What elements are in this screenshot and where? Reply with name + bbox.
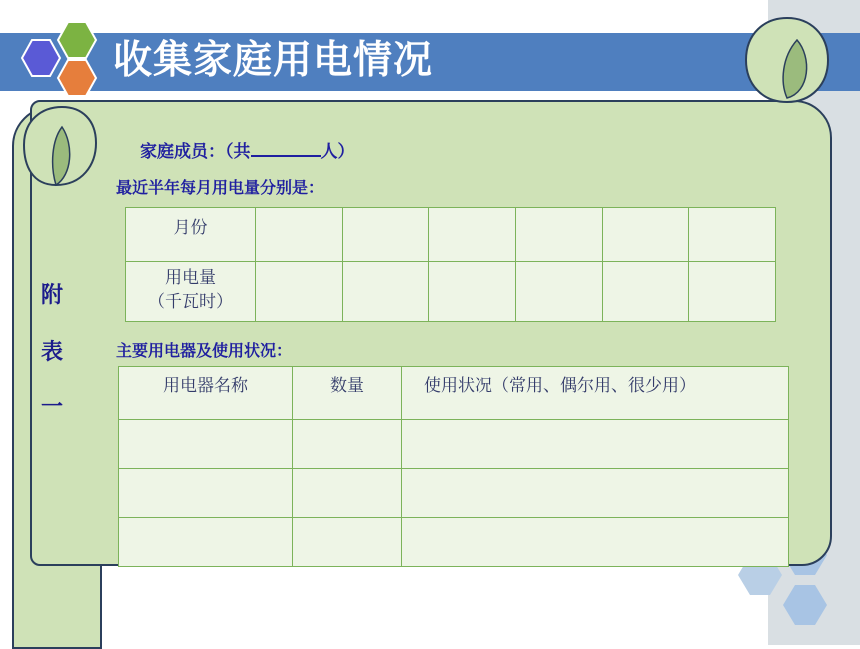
table-cell[interactable] xyxy=(689,262,776,322)
page-title: 收集家庭用电情况 xyxy=(113,38,434,83)
table-header-cell: 使用状况（常用、偶尔用、很少用） xyxy=(402,367,789,420)
table-cell[interactable] xyxy=(602,208,689,262)
appliance-heading: 主要用电器及使用状况： xyxy=(116,341,293,360)
table-cell[interactable] xyxy=(342,262,429,322)
table-header-cell: 数量 xyxy=(293,367,402,420)
usage-label-line1: 用电量 xyxy=(165,268,216,288)
table-cell[interactable] xyxy=(342,208,429,262)
side-label-char: 表 xyxy=(40,340,63,365)
table-cell[interactable] xyxy=(515,262,602,322)
family-count-blank[interactable] xyxy=(251,141,321,157)
side-label-char: 一 xyxy=(40,395,63,420)
table-cell-label xyxy=(126,262,256,322)
table-cell[interactable] xyxy=(119,518,293,567)
table-row xyxy=(119,469,789,518)
table-cell-label: 月份 xyxy=(126,208,256,262)
table-cell[interactable] xyxy=(293,420,402,469)
family-members-suffix: 人） xyxy=(320,142,355,162)
table-header-cell: 用电器名称 xyxy=(119,367,293,420)
table-cell[interactable] xyxy=(402,518,789,567)
table-cell[interactable] xyxy=(293,518,402,567)
table-cell[interactable] xyxy=(602,262,689,322)
table-cell[interactable] xyxy=(515,208,602,262)
table-row xyxy=(119,518,789,567)
table-cell[interactable] xyxy=(402,469,789,518)
usage-label-line2: （千瓦时） xyxy=(148,292,233,312)
table-cell[interactable] xyxy=(429,208,516,262)
table-cell[interactable] xyxy=(256,262,343,322)
table-cell[interactable] xyxy=(689,208,776,262)
hexagon-logo-icon xyxy=(10,18,105,100)
monthly-usage-table xyxy=(125,207,776,322)
table-cell[interactable] xyxy=(293,469,402,518)
table-cell[interactable] xyxy=(119,420,293,469)
side-label-char: 附 xyxy=(40,283,63,308)
appliance-table xyxy=(118,366,789,567)
scroll-curl-left xyxy=(12,105,102,195)
table-cell[interactable] xyxy=(256,208,343,262)
family-members-line xyxy=(140,137,355,162)
table-cell[interactable] xyxy=(402,420,789,469)
table-row xyxy=(119,420,789,469)
family-members-prefix: 家庭成员：（共 xyxy=(140,142,251,162)
monthly-heading: 最近半年每月用电量分别是： xyxy=(116,178,325,197)
scroll-curl-right xyxy=(742,12,832,112)
table-cell[interactable] xyxy=(429,262,516,322)
table-cell[interactable] xyxy=(119,469,293,518)
